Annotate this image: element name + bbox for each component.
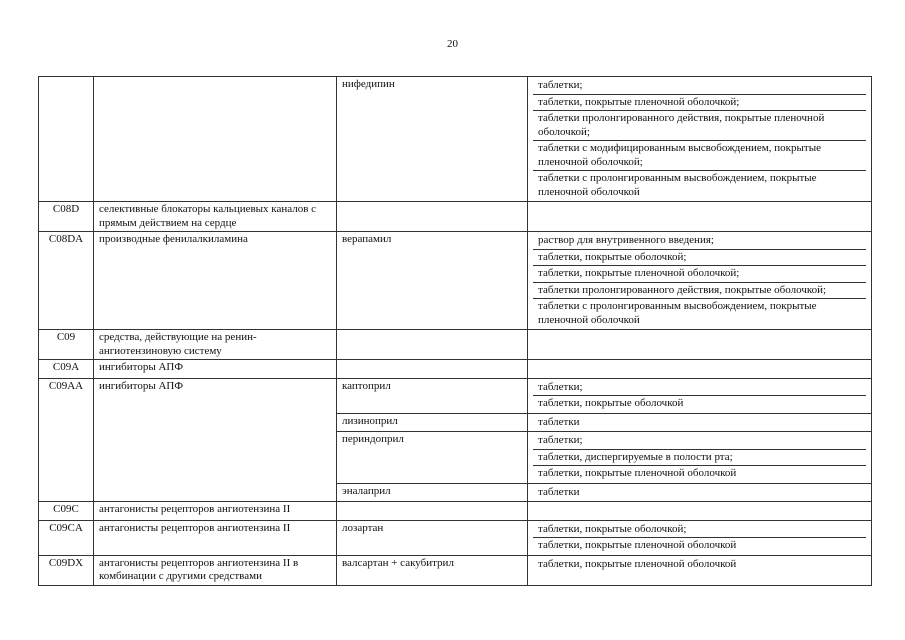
table-row (39, 360, 872, 379)
drug-table (38, 76, 872, 586)
dosage-form-line: таблетки пролонгированного действия, покрытые оболочкой; (533, 282, 866, 299)
dosage-form-line: таблетки с модифицированным высвобождением, покрытые пленочной оболочкой; (533, 140, 866, 170)
atc-code-cell: C08D (39, 202, 94, 232)
drug-name-cell: верапамил (337, 232, 528, 330)
drug-name-cell: периндоприл (337, 432, 528, 484)
drug-group-cell: производные фенилалкиламина (94, 232, 337, 330)
atc-code-cell: C09DX (39, 555, 94, 585)
drug-group-cell: ингибиторы АПФ (94, 378, 337, 502)
drug-name-cell: лизиноприл (337, 413, 528, 432)
table-row (39, 77, 872, 202)
dosage-forms-cell (528, 202, 872, 232)
drug-group-cell: антагонисты рецепторов ангиотензина II в комбинации с другими средствами (94, 555, 337, 585)
drug-group-cell (94, 77, 337, 202)
dosage-form-line (533, 361, 866, 377)
drug-group-cell: антагонисты рецепторов ангиотензина II (94, 520, 337, 555)
table-row (39, 378, 872, 413)
dosage-forms-cell (528, 502, 872, 521)
dosage-forms-cell (528, 520, 872, 555)
drug-name-cell: эналаприл (337, 483, 528, 502)
dosage-form-line: таблетки, покрытые пленочной оболочкой; (533, 94, 866, 111)
dosage-form-line: таблетки, покрытые оболочкой; (538, 522, 687, 535)
drug-group-cell: ингибиторы АПФ (94, 360, 337, 379)
atc-code-cell: C09A (39, 360, 94, 379)
drug-name-cell: валсартан + сакубитрил (337, 555, 528, 585)
atc-code-cell: C09CA (39, 520, 94, 555)
table-row (39, 232, 872, 330)
table-row (39, 520, 872, 555)
drug-group-cell: селективные блокаторы кальциевых каналов с прямым действием на сердце (94, 202, 337, 232)
dosage-form-line (533, 203, 866, 219)
dosage-forms-cell (528, 378, 872, 413)
atc-code-cell: C09C (39, 502, 94, 521)
dosage-forms-cell (528, 77, 872, 202)
table-row (39, 330, 872, 360)
drug-name-cell (337, 502, 528, 521)
dosage-form-line: таблетки; (538, 79, 583, 91)
dosage-forms-cell (528, 330, 872, 360)
drug-group-cell: средства, действующие на ренин-ангиотензиновую систему (94, 330, 337, 360)
dosage-form-line (533, 503, 866, 519)
table-row (39, 555, 872, 585)
dosage-forms-cell (528, 232, 872, 330)
dosage-form-line: раствор для внутривенного введения; (538, 234, 714, 246)
dosage-form-line: таблетки, диспергируемые в полости рта; (533, 449, 866, 466)
dosage-form-line: таблетки, покрытые пленочной оболочкой (533, 465, 866, 482)
dosage-form-line: таблетки с пролонгированным высвобождением, покрытые пленочной оболочкой (533, 298, 866, 328)
drug-group-cell: антагонисты рецепторов ангиотензина II (94, 502, 337, 521)
table-row (39, 502, 872, 521)
dosage-form-line: таблетки, покрытые оболочкой; (533, 249, 866, 266)
dosage-forms-cell (528, 360, 872, 379)
dosage-form-line (533, 331, 866, 347)
drug-name-cell: лозартан (337, 520, 528, 555)
drug-name-cell: каптоприл (337, 378, 528, 413)
dosage-form-line: таблетки (538, 485, 580, 498)
dosage-form-line: таблетки, покрытые пленочной оболочкой (538, 557, 737, 570)
dosage-form-line: таблетки, покрытые пленочной оболочкой (533, 537, 866, 554)
dosage-forms-cell (528, 555, 872, 585)
table-row (39, 202, 872, 232)
dosage-forms-cell (528, 483, 872, 502)
dosage-form-line: таблетки пролонгированного действия, покрытые пленочной оболочкой; (533, 110, 866, 140)
dosage-form-line: таблетки; (538, 434, 583, 446)
atc-code-cell: C09AA (39, 378, 94, 502)
drug-name-cell (337, 330, 528, 360)
atc-code-cell (39, 77, 94, 202)
drug-table-body (39, 77, 872, 586)
drug-name-cell: нифедипин (337, 77, 528, 202)
dosage-form-line: таблетки; (538, 380, 583, 393)
dosage-form-line: таблетки с пролонгированным высвобождением, покрытые пленочной оболочкой (533, 170, 866, 200)
page-number: 20 (447, 38, 458, 50)
drug-name-cell (337, 360, 528, 379)
dosage-form-line: таблетки, покрытые пленочной оболочкой; (533, 265, 866, 282)
dosage-form-line: таблетки, покрытые оболочкой (533, 395, 866, 412)
atc-code-cell: C08DA (39, 232, 94, 330)
dosage-forms-cell (528, 432, 872, 484)
dosage-forms-cell (528, 413, 872, 432)
drug-name-cell (337, 202, 528, 232)
atc-code-cell: C09 (39, 330, 94, 360)
dosage-form-line: таблетки (538, 415, 580, 428)
